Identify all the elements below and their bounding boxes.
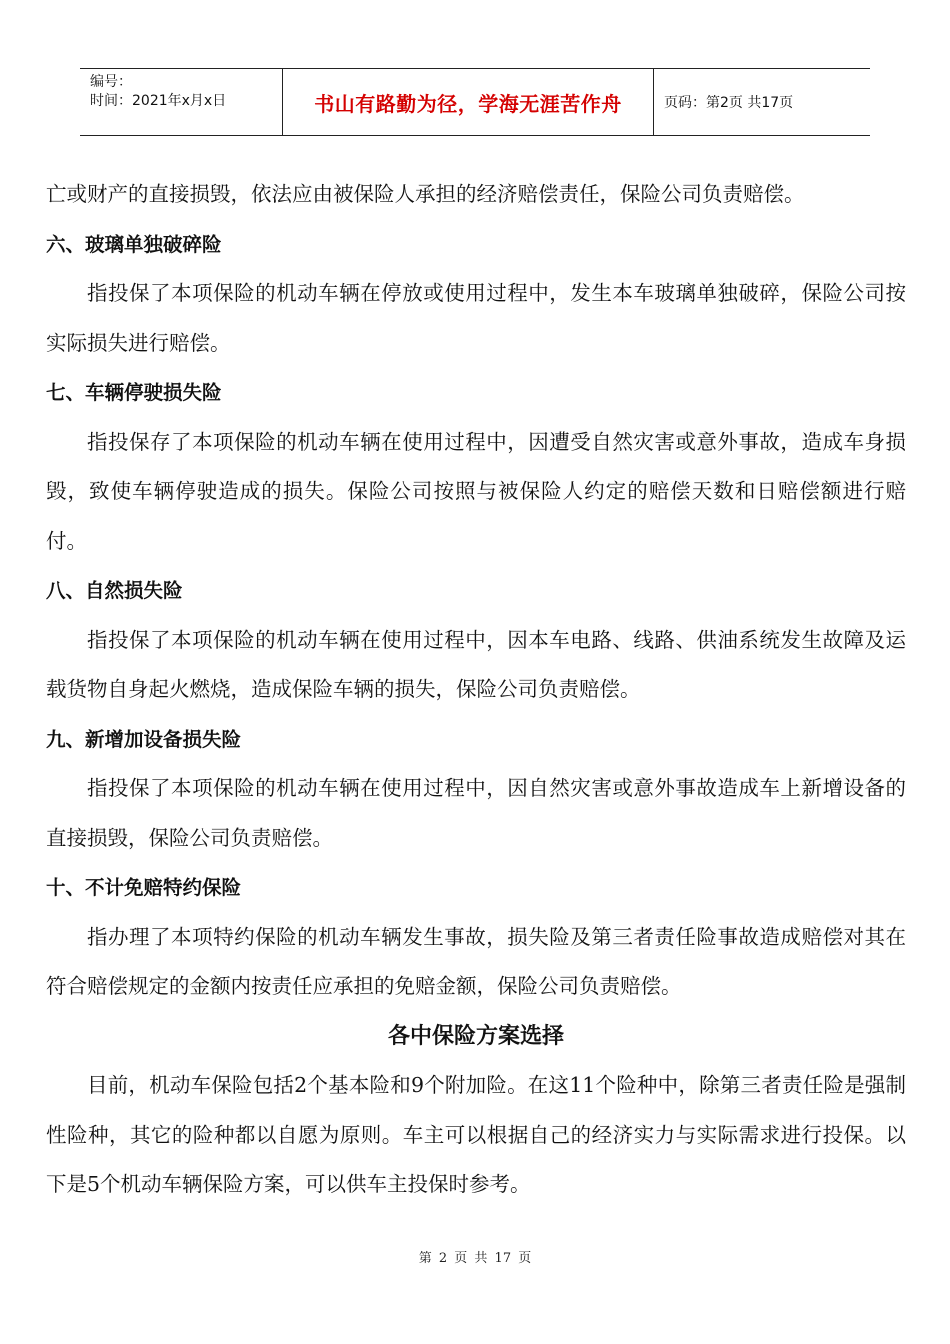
section-title: 各中保险方案选择 (387, 1023, 564, 1049)
paragraph-natural-loss: 指投保了本项保险的机动车辆在使用过程中，因本车电路、线路、供油系统发生故障及运载货物自身起火燃烧，造成保险车辆的损失，保险公司负责赔偿。 (46, 627, 906, 701)
heading-glass-breakage: 六、玻璃单独破碎险 (46, 232, 222, 256)
header-page-info: 页码：第2页 共17页 (664, 95, 794, 111)
heading-added-equipment-loss: 九、新增加设备损失险 (46, 727, 242, 751)
heading-natural-loss: 八、自然损失险 (46, 579, 183, 602)
paragraph-continued: 亡或财产的直接损毁，依法应由被保险人承担的经济赔偿责任，保险公司负责赔偿。 (46, 182, 805, 206)
document-number-label: 编号： (90, 74, 132, 90)
paragraph-deductible-waiver: 指办理了本项特约保险的机动车辆发生事故，损失险及第三者责任险事故造成赔偿对其在符合赔偿规定的金额内按责任应承担的免赔金额，保险公司负责赔偿。 (46, 924, 906, 998)
page-footer: 第 2 页 共 17 页 (418, 1251, 532, 1266)
header-motto: 书山有路勤为径，学海无涯苦作舟 (282, 69, 654, 135)
heading-vehicle-suspension-loss: 七、车辆停驶损失险 (46, 381, 222, 404)
paragraph-vehicle-suspension-loss: 指投保存了本项保险的机动车辆在使用过程中，因遭受自然灾害或意外事故，造成车身损毁，致使车辆停驶造成的损失。保险公司按照与被保险人约定的赔偿天数和日赔偿额进行赔付。 (46, 429, 906, 553)
heading-deductible-waiver: 十、不计免赔特约保险 (46, 876, 242, 899)
paragraph-glass-breakage: 指投保了本项保险的机动车辆在停放或使用过程中，发生本车玻璃单独破碎，保险公司按实际损失进行赔偿。 (46, 281, 906, 355)
page-header (80, 68, 870, 136)
document-time-label: 时间：2021年x月x日 (90, 93, 227, 109)
paragraph-plan-selection: 目前，机动车保险包括2个基本险和9个附加险。在这11个险种中，除第三者责任险是强制性险种，其它的险种都以自愿为原则。车主可以根据自己的经济实力与实际需求进行投保。以下是5个机动车辆保险方案，可以供车主投保时参考。 (46, 1073, 906, 1196)
header-meta (80, 69, 282, 135)
document-body (46, 170, 906, 1210)
paragraph-added-equipment-loss: 指投保了本项保险的机动车辆在使用过程中，因自然灾害或意外事故造成车上新增设备的直接损毁，保险公司负责赔偿。 (46, 776, 906, 850)
